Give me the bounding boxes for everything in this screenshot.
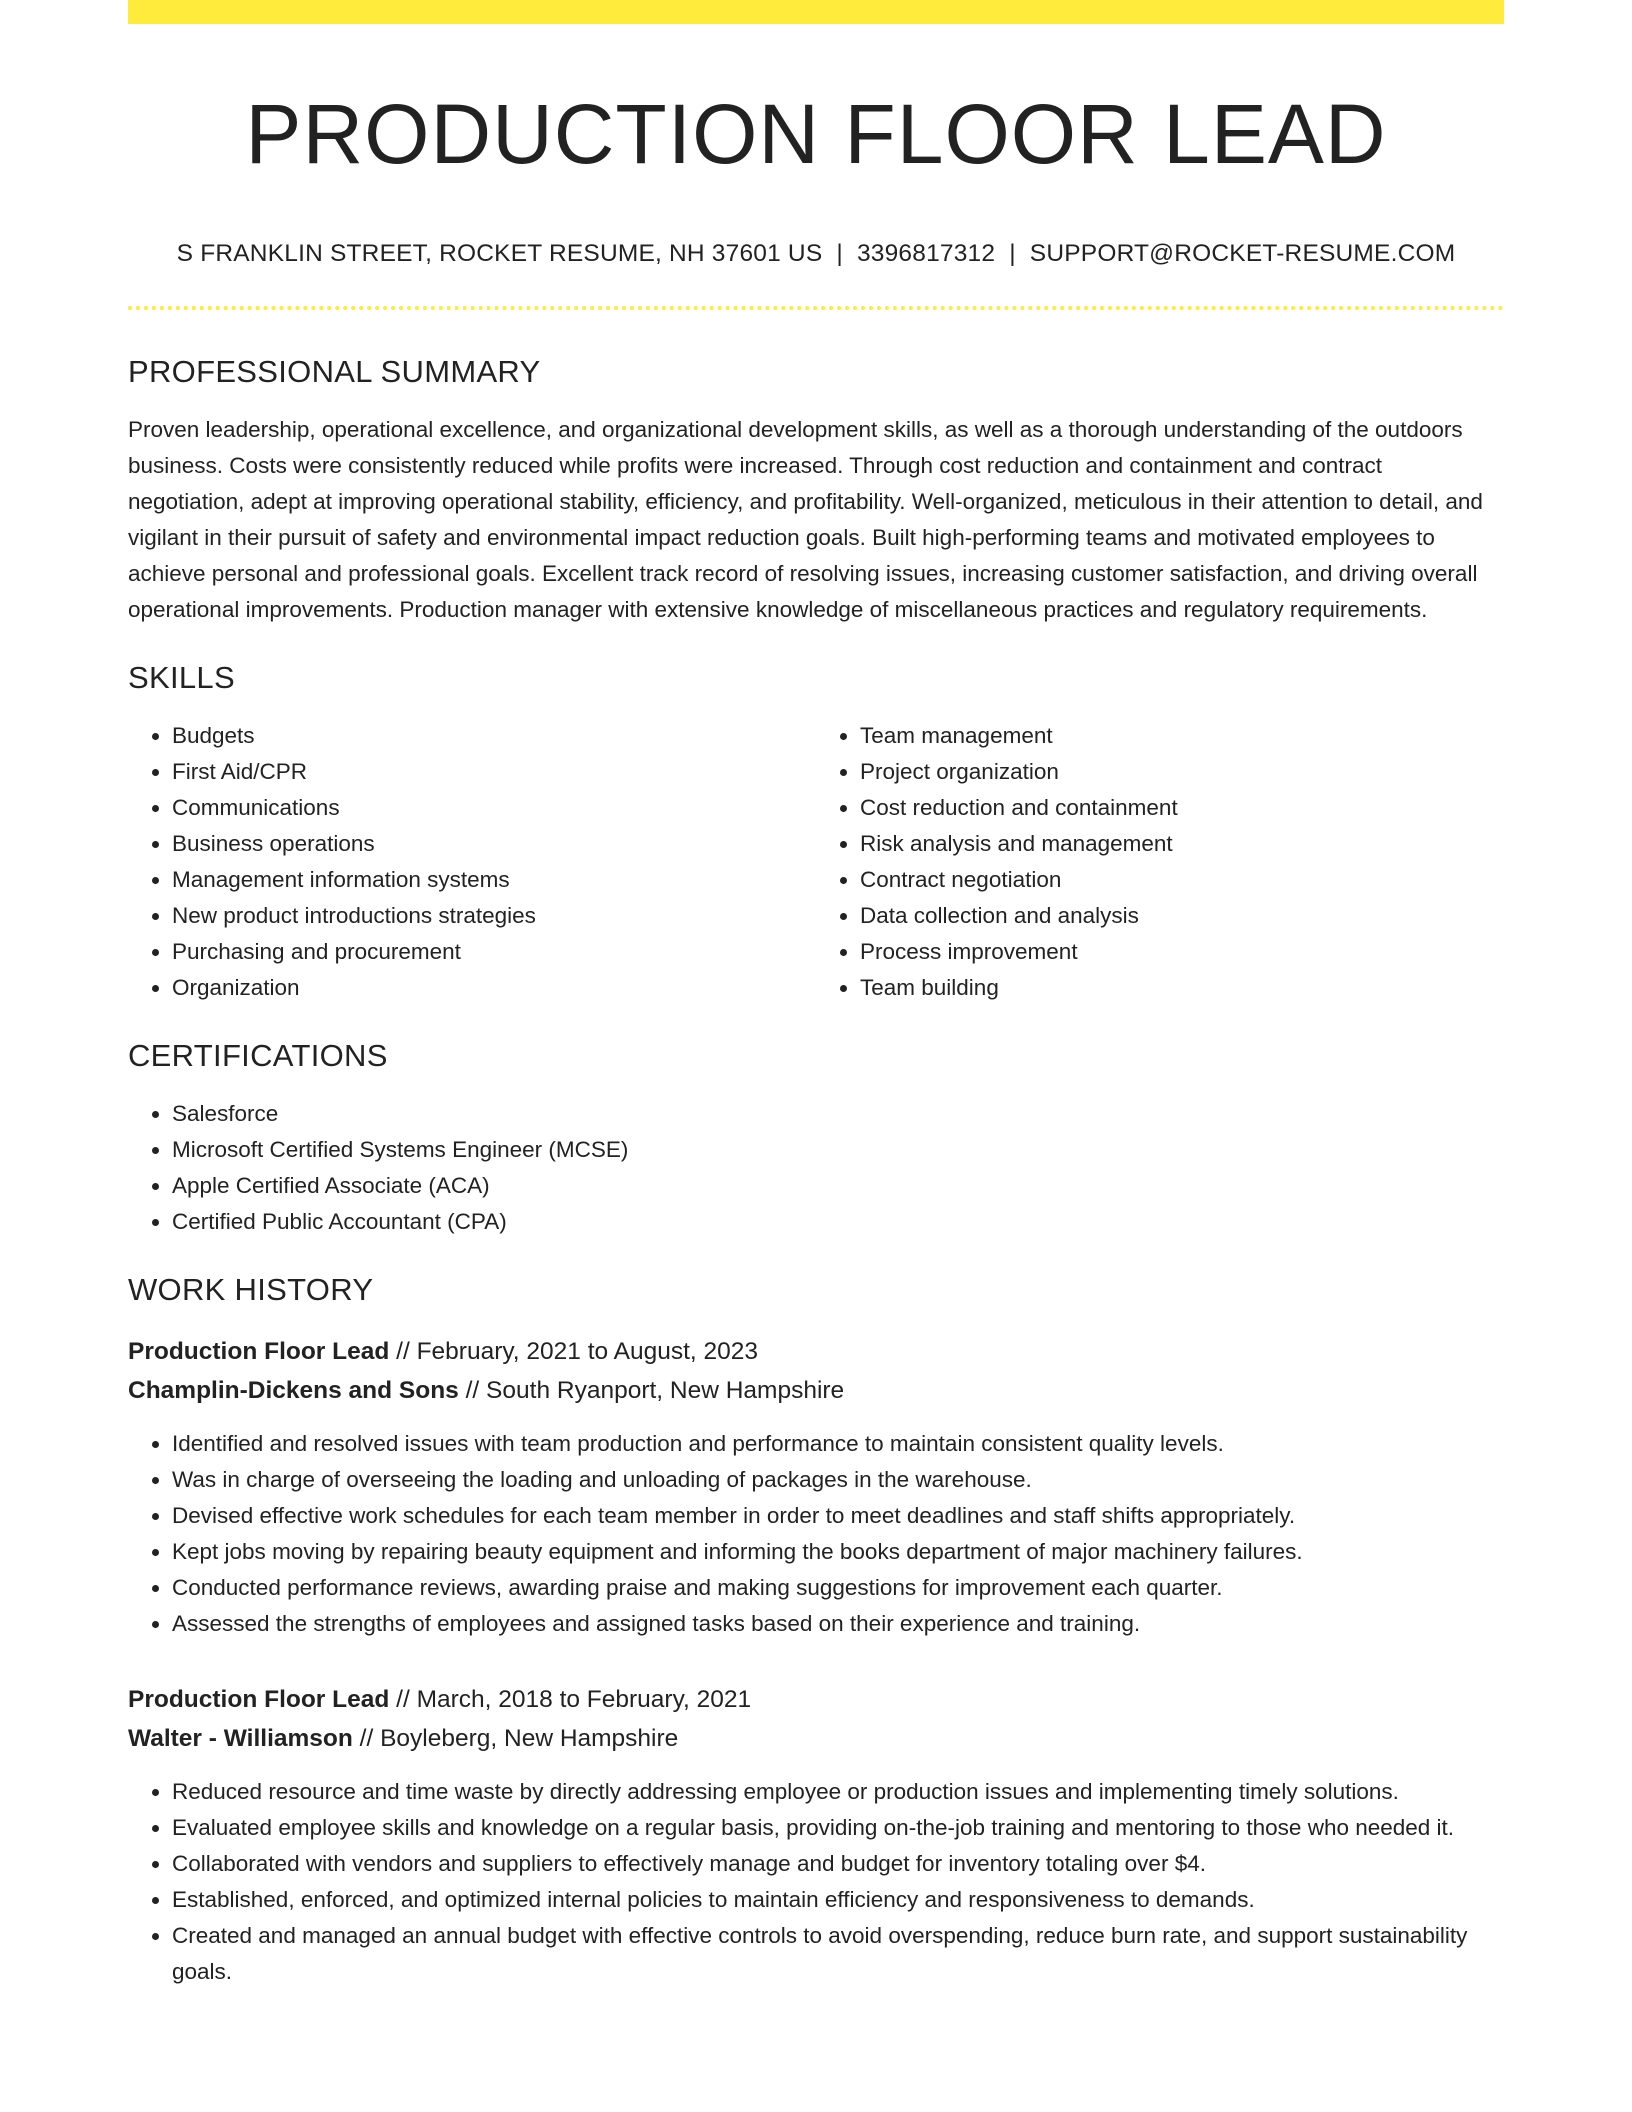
job-dates: // March, 2018 to February, 2021: [389, 1686, 752, 1713]
job-role-line: [128, 1680, 1504, 1719]
job-role-line: [128, 1332, 1504, 1371]
separator: |: [836, 240, 843, 267]
job-company-line: [128, 1371, 1504, 1410]
skills-heading: SKILLS: [128, 660, 235, 695]
job-bullet: • Was in charge of overseeing the loading and unloading of packages in the warehouse.: [172, 1462, 1504, 1498]
certifications-list: [128, 1096, 1504, 1240]
certification-item: • Apple Certified Associate (ACA): [172, 1168, 1504, 1204]
job-bullet: • Devised effective work schedules for each team member in order to meet deadlines and staff shifts appropriately.: [172, 1498, 1504, 1534]
resume-page: [128, 0, 1504, 1990]
job-entry: [128, 1680, 1504, 1990]
skill-item: • Cost reduction and containment: [860, 790, 1504, 826]
job-bullet: • Created and managed an annual budget with effective controls to avoid overspending, reduce burn rate, and support sustainability goals.: [172, 1918, 1504, 1990]
skill-item: • Data collection and analysis: [860, 898, 1504, 934]
job-location: // South Ryanport, New Hampshire: [458, 1377, 845, 1404]
skills-columns: [128, 718, 1504, 1006]
work-history-heading: WORK HISTORY: [128, 1272, 374, 1307]
certification-item: • Certified Public Accountant (CPA): [172, 1204, 1504, 1240]
skill-item: • New product introductions strategies: [172, 898, 816, 934]
skills-list-right: [816, 718, 1504, 1006]
skill-item: • Team management: [860, 718, 1504, 754]
skill-item: • Budgets: [172, 718, 816, 754]
skill-item: • Business operations: [172, 826, 816, 862]
job-bullets: [128, 1774, 1504, 1990]
skill-item: • Contract negotiation: [860, 862, 1504, 898]
job-bullet: • Kept jobs moving by repairing beauty equipment and informing the books department of major machinery failures.: [172, 1534, 1504, 1570]
job-company: Champlin-Dickens and Sons: [128, 1377, 459, 1404]
job-dates: // February, 2021 to August, 2023: [389, 1338, 758, 1365]
certifications-heading: CERTIFICATIONS: [128, 1038, 388, 1073]
skill-item: • Organization: [172, 970, 816, 1006]
phone: 3396817312: [856, 240, 996, 267]
summary-text: Proven leadership, operational excellence, and organizational development skills, as well as a thorough understanding of the outdoors business. Costs were consistently reduced while profits were increased. Through cost reduction and containment and contract negotiation, adept at improving operational stability, efficiency, and profitability. Well-organized, meticulous in their attention to detail, and vigilant in their pursuit of safety and environmental impact reduction goals. Built high-performing teams and motivated employees to achieve personal and professional goals. Excellent track record of resolving issues, increasing customer satisfaction, and driving overall operational improvements. Production manager with extensive knowledge of miscellaneous practices and regulatory requirements.: [128, 417, 1483, 622]
job-bullet: • Assessed the strengths of employees and assigned tasks based on their experience and training.: [172, 1606, 1504, 1642]
job-role: Production Floor Lead: [128, 1686, 390, 1713]
certification-item: • Salesforce: [172, 1096, 1504, 1132]
job-bullets: [128, 1426, 1504, 1642]
job-bullet: • Conducted performance reviews, awarding praise and making suggestions for improvement each quarter.: [172, 1570, 1504, 1606]
skill-item: • First Aid/CPR: [172, 754, 816, 790]
contact-line: [128, 236, 1504, 272]
job-location: // Boyleberg, New Hampshire: [352, 1725, 679, 1752]
skill-item: • Risk analysis and management: [860, 826, 1504, 862]
job-bullet: • Identified and resolved issues with team production and performance to maintain consistent quality levels.: [172, 1426, 1504, 1462]
address: S FRANKLIN STREET, ROCKET RESUME, NH 37601 US: [176, 240, 823, 267]
summary-heading: PROFESSIONAL SUMMARY: [128, 354, 541, 389]
skill-item: • Team building: [860, 970, 1504, 1006]
dotted-divider: [128, 306, 1504, 310]
job-bullet: • Reduced resource and time waste by directly addressing employee or production issues and implementing timely solutions.: [172, 1774, 1504, 1810]
certification-item: • Microsoft Certified Systems Engineer (MCSE): [172, 1132, 1504, 1168]
skill-item: • Process improvement: [860, 934, 1504, 970]
job-bullet: • Collaborated with vendors and suppliers to effectively manage and budget for inventory totaling over $4.: [172, 1846, 1504, 1882]
job-company: Walter - Williamson: [128, 1725, 353, 1752]
job-bullet: • Established, enforced, and optimized internal policies to maintain efficiency and responsiveness to demands.: [172, 1882, 1504, 1918]
top-accent-bar: [128, 0, 1504, 24]
job-header: [128, 1680, 1504, 1758]
skill-item: • Purchasing and procurement: [172, 934, 816, 970]
job-company-line: [128, 1719, 1504, 1758]
skill-item: • Communications: [172, 790, 816, 826]
separator: |: [1009, 240, 1016, 267]
job-header: [128, 1332, 1504, 1410]
email: SUPPORT@ROCKET-RESUME.COM: [1029, 240, 1456, 267]
skill-item: • Management information systems: [172, 862, 816, 898]
job-entry: [128, 1332, 1504, 1642]
job-role: Production Floor Lead: [128, 1338, 390, 1365]
skill-item: • Project organization: [860, 754, 1504, 790]
job-bullet: • Evaluated employee skills and knowledge on a regular basis, providing on-the-job training and mentoring to those who needed it.: [172, 1810, 1504, 1846]
skills-list-left: [128, 718, 816, 1006]
resume-title: PRODUCTION FLOOR LEAD: [245, 87, 1387, 181]
